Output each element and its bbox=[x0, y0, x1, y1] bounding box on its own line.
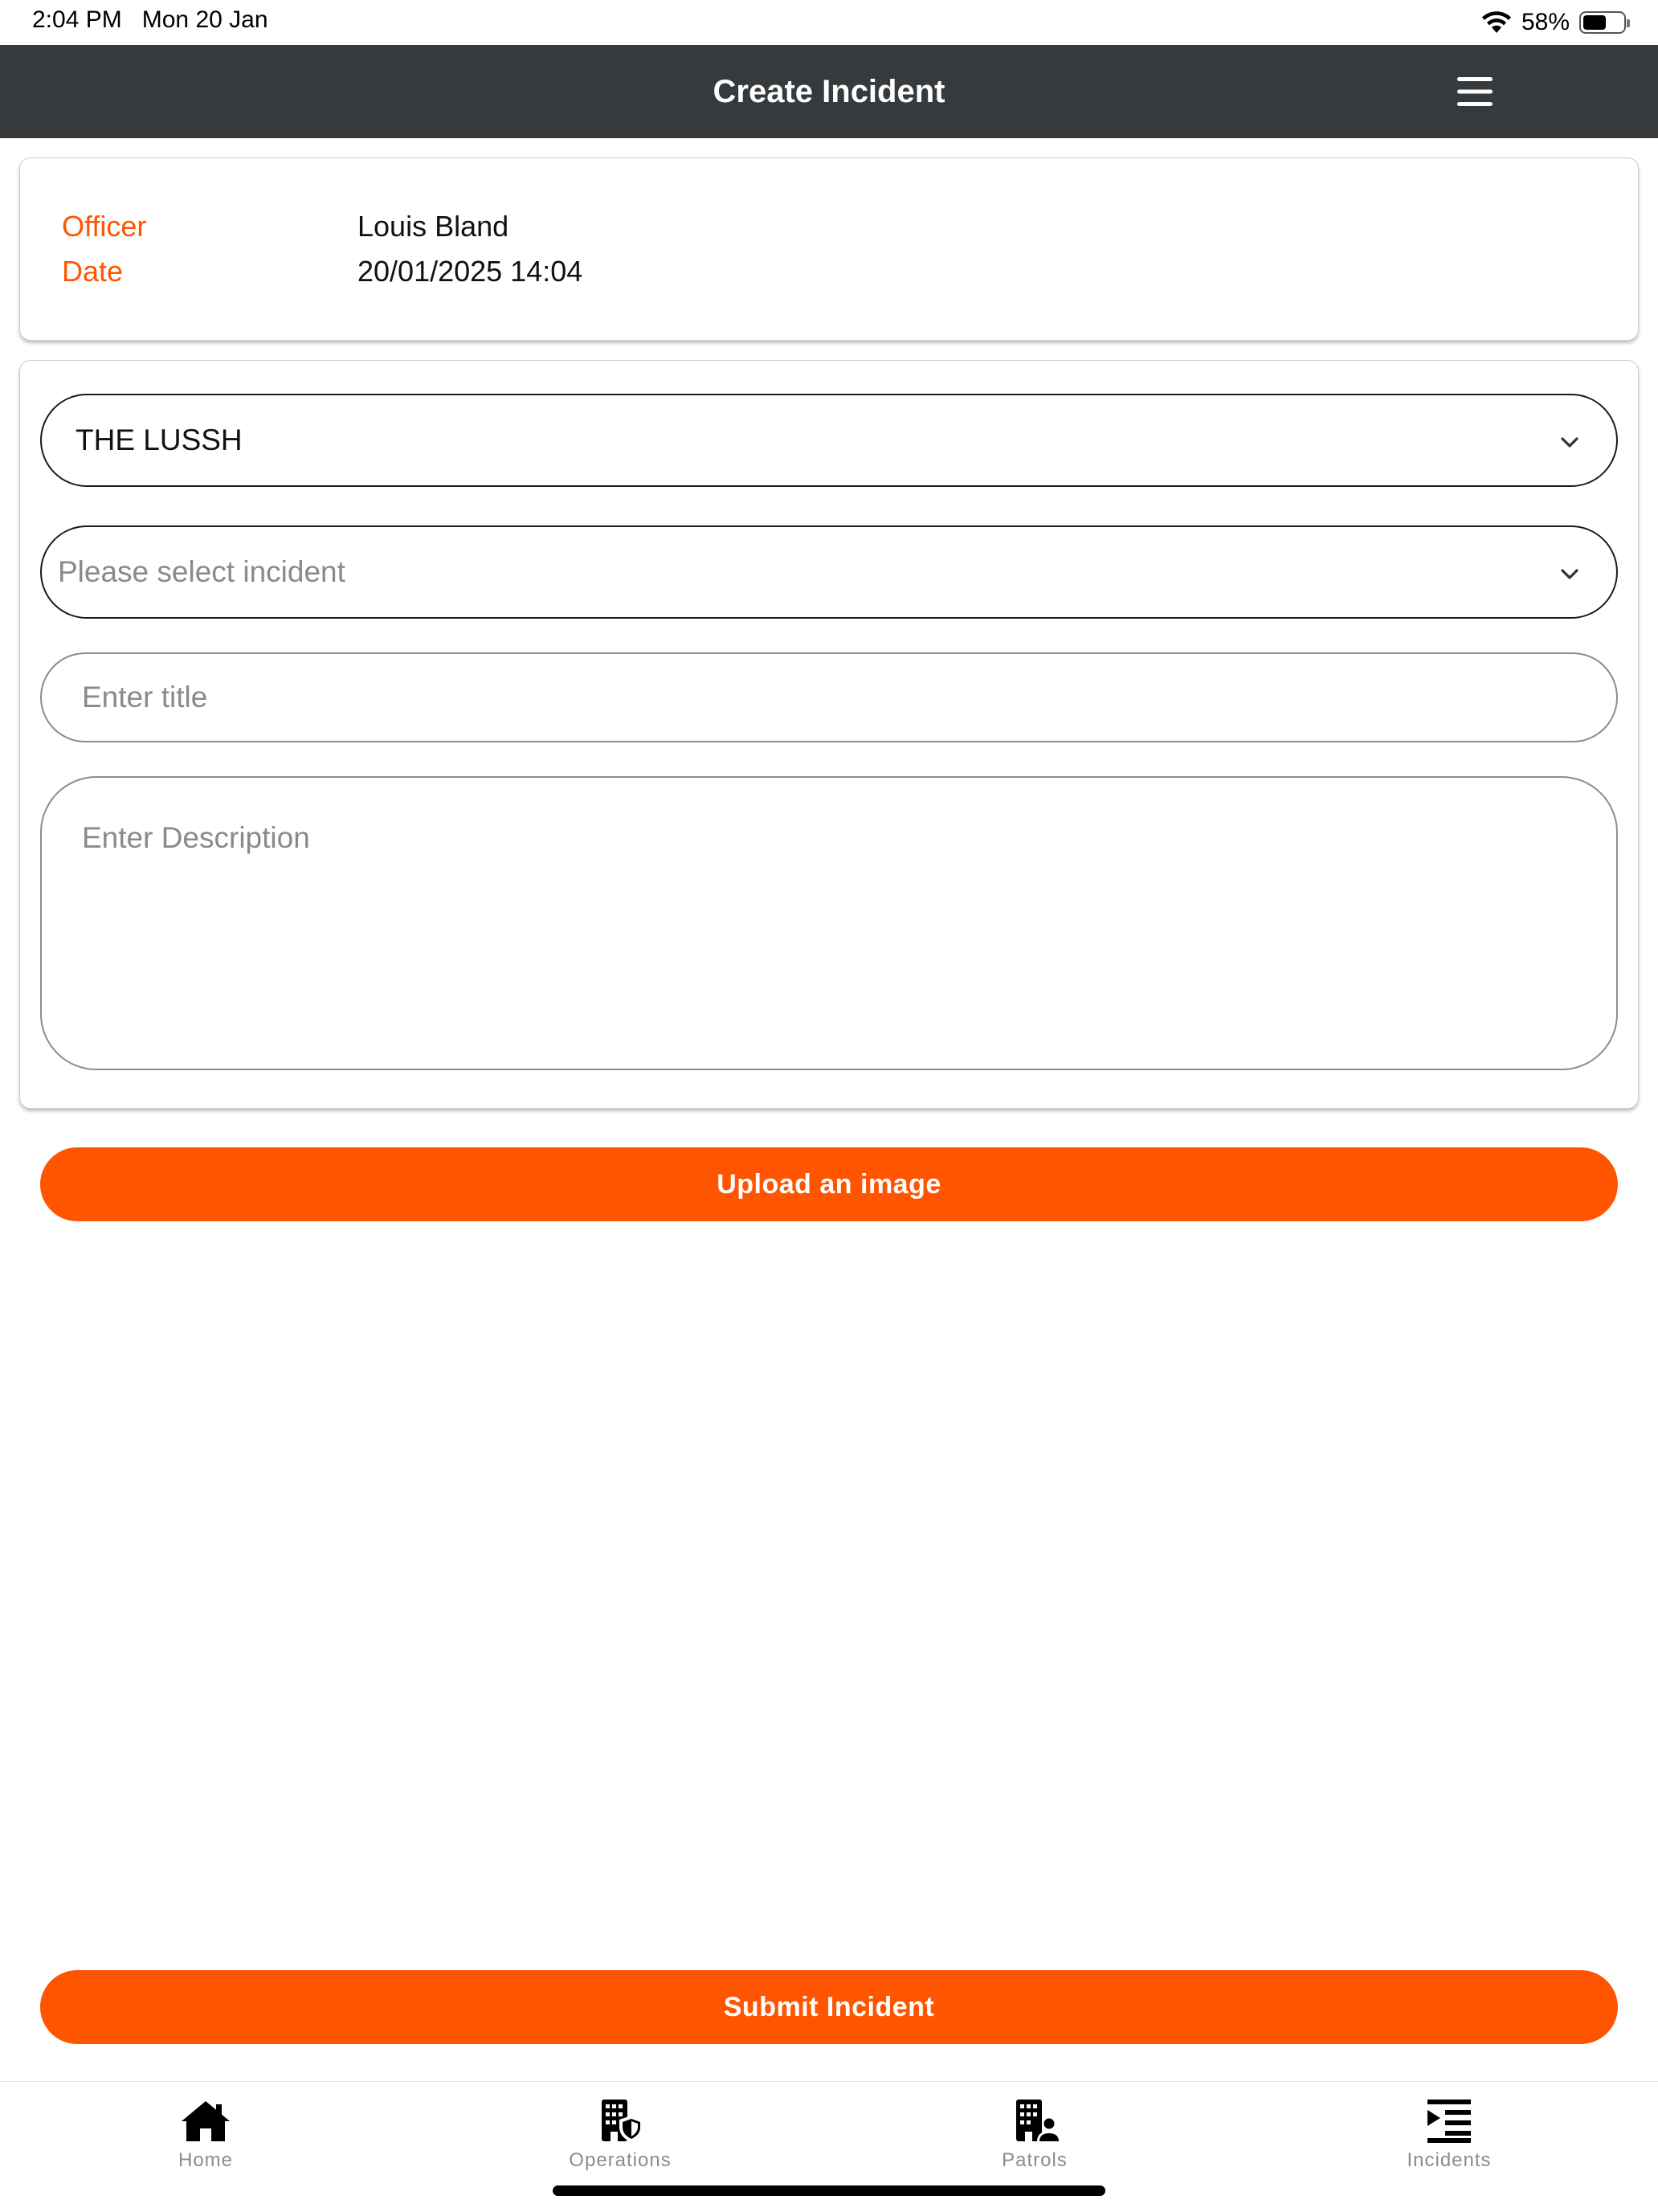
nav-label-operations: Operations bbox=[569, 2149, 672, 2171]
officer-value: Louis Bland bbox=[357, 210, 509, 243]
submit-incident-button[interactable]: Submit Incident bbox=[40, 1970, 1618, 2044]
home-indicator bbox=[553, 2185, 1105, 2196]
site-select-value: THE LUSSH bbox=[76, 423, 243, 456]
list-indent-icon bbox=[1423, 2096, 1476, 2145]
home-icon bbox=[179, 2096, 232, 2145]
incident-type-select[interactable] bbox=[40, 525, 1618, 619]
nav-item-operations[interactable] bbox=[532, 2096, 709, 2177]
wifi-icon bbox=[1481, 11, 1512, 34]
upload-image-button[interactable]: Upload an image bbox=[40, 1147, 1618, 1221]
nav-item-incidents[interactable] bbox=[1361, 2096, 1538, 2177]
battery-icon bbox=[1579, 11, 1626, 34]
battery-percent: 58% bbox=[1521, 9, 1570, 35]
date-label: Date bbox=[62, 255, 124, 288]
status-time bbox=[32, 6, 268, 34]
officer-label: Officer bbox=[62, 210, 147, 243]
hamburger-menu-icon[interactable] bbox=[1456, 74, 1494, 109]
building-person-icon bbox=[1008, 2096, 1061, 2145]
date-value: 20/01/2025 14:04 bbox=[357, 255, 583, 288]
status-time-text: 2:04 PM bbox=[32, 6, 122, 33]
officer-info-card bbox=[19, 157, 1639, 341]
nav-item-home[interactable] bbox=[117, 2096, 294, 2177]
status-date-text: Mon 20 Jan bbox=[141, 6, 268, 33]
battery-fill bbox=[1583, 15, 1606, 30]
description-input[interactable] bbox=[40, 776, 1618, 1070]
page-title: Create Incident bbox=[713, 74, 945, 109]
nav-label-home: Home bbox=[178, 2149, 234, 2171]
status-bar bbox=[0, 0, 1658, 45]
incident-select-placeholder: Please select incident bbox=[58, 555, 345, 588]
chevron-down-icon bbox=[1558, 562, 1581, 585]
app-header bbox=[0, 45, 1658, 138]
site-select[interactable] bbox=[40, 394, 1618, 487]
nav-label-patrols: Patrols bbox=[1002, 2149, 1068, 2171]
chevron-down-icon bbox=[1558, 431, 1581, 453]
nav-label-incidents: Incidents bbox=[1407, 2149, 1492, 2171]
status-indicators bbox=[1481, 6, 1626, 39]
nav-item-patrols[interactable] bbox=[946, 2096, 1123, 2177]
title-input[interactable] bbox=[40, 652, 1618, 742]
building-shield-icon bbox=[594, 2096, 647, 2145]
